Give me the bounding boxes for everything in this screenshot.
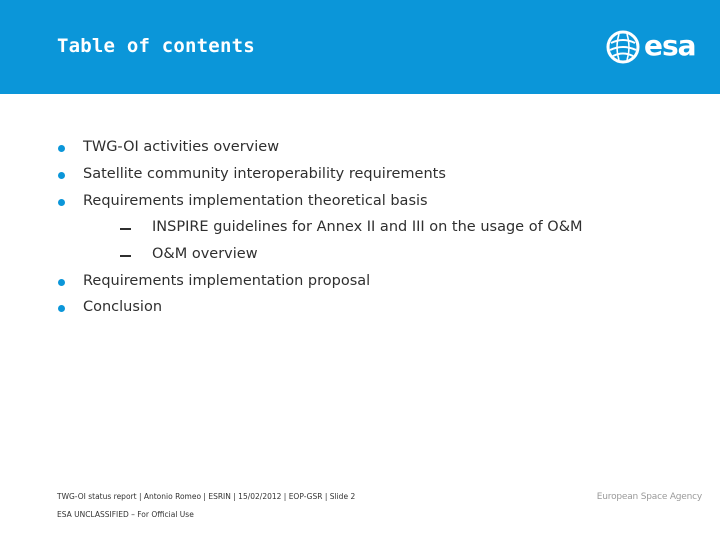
dash-icon [120, 228, 131, 230]
toc-item-label: Conclusion [83, 299, 163, 315]
bullet-icon [58, 279, 65, 286]
toc-subitem [0, 219, 720, 239]
toc-item [0, 166, 720, 186]
toc-subitem [0, 246, 720, 266]
toc-item [0, 273, 720, 293]
toc-item-label: Requirements implementation proposal [83, 273, 371, 289]
bullet-icon [58, 172, 65, 179]
toc-subitem-label: INSPIRE guidelines for Annex II and III on the usage of O&M [152, 219, 583, 235]
bullet-icon [58, 145, 65, 152]
bullet-icon [58, 199, 65, 206]
toc-item [0, 299, 720, 319]
slide-title: Table of contents [57, 35, 255, 57]
dash-icon [120, 255, 131, 257]
toc-item-label: TWG-OI activities overview [83, 139, 280, 155]
toc-subitem-label: O&M overview [152, 246, 258, 262]
toc-item [0, 139, 720, 159]
toc-item-label: Satellite community interoperability requirements [83, 166, 446, 182]
toc-item [0, 193, 720, 213]
esa-logo-text: esa [644, 29, 696, 62]
bullet-icon [58, 305, 65, 312]
toc-item-label: Requirements implementation theoretical basis [83, 193, 428, 209]
footer-info: TWG-OI status report | Antonio Romeo | ESRIN | 15/02/2012 | EOP-GSR | Slide 2 [57, 492, 356, 501]
footer-classification: ESA UNCLASSIFIED – For Official Use [57, 510, 194, 519]
agency-name: European Space Agency [596, 492, 702, 502]
